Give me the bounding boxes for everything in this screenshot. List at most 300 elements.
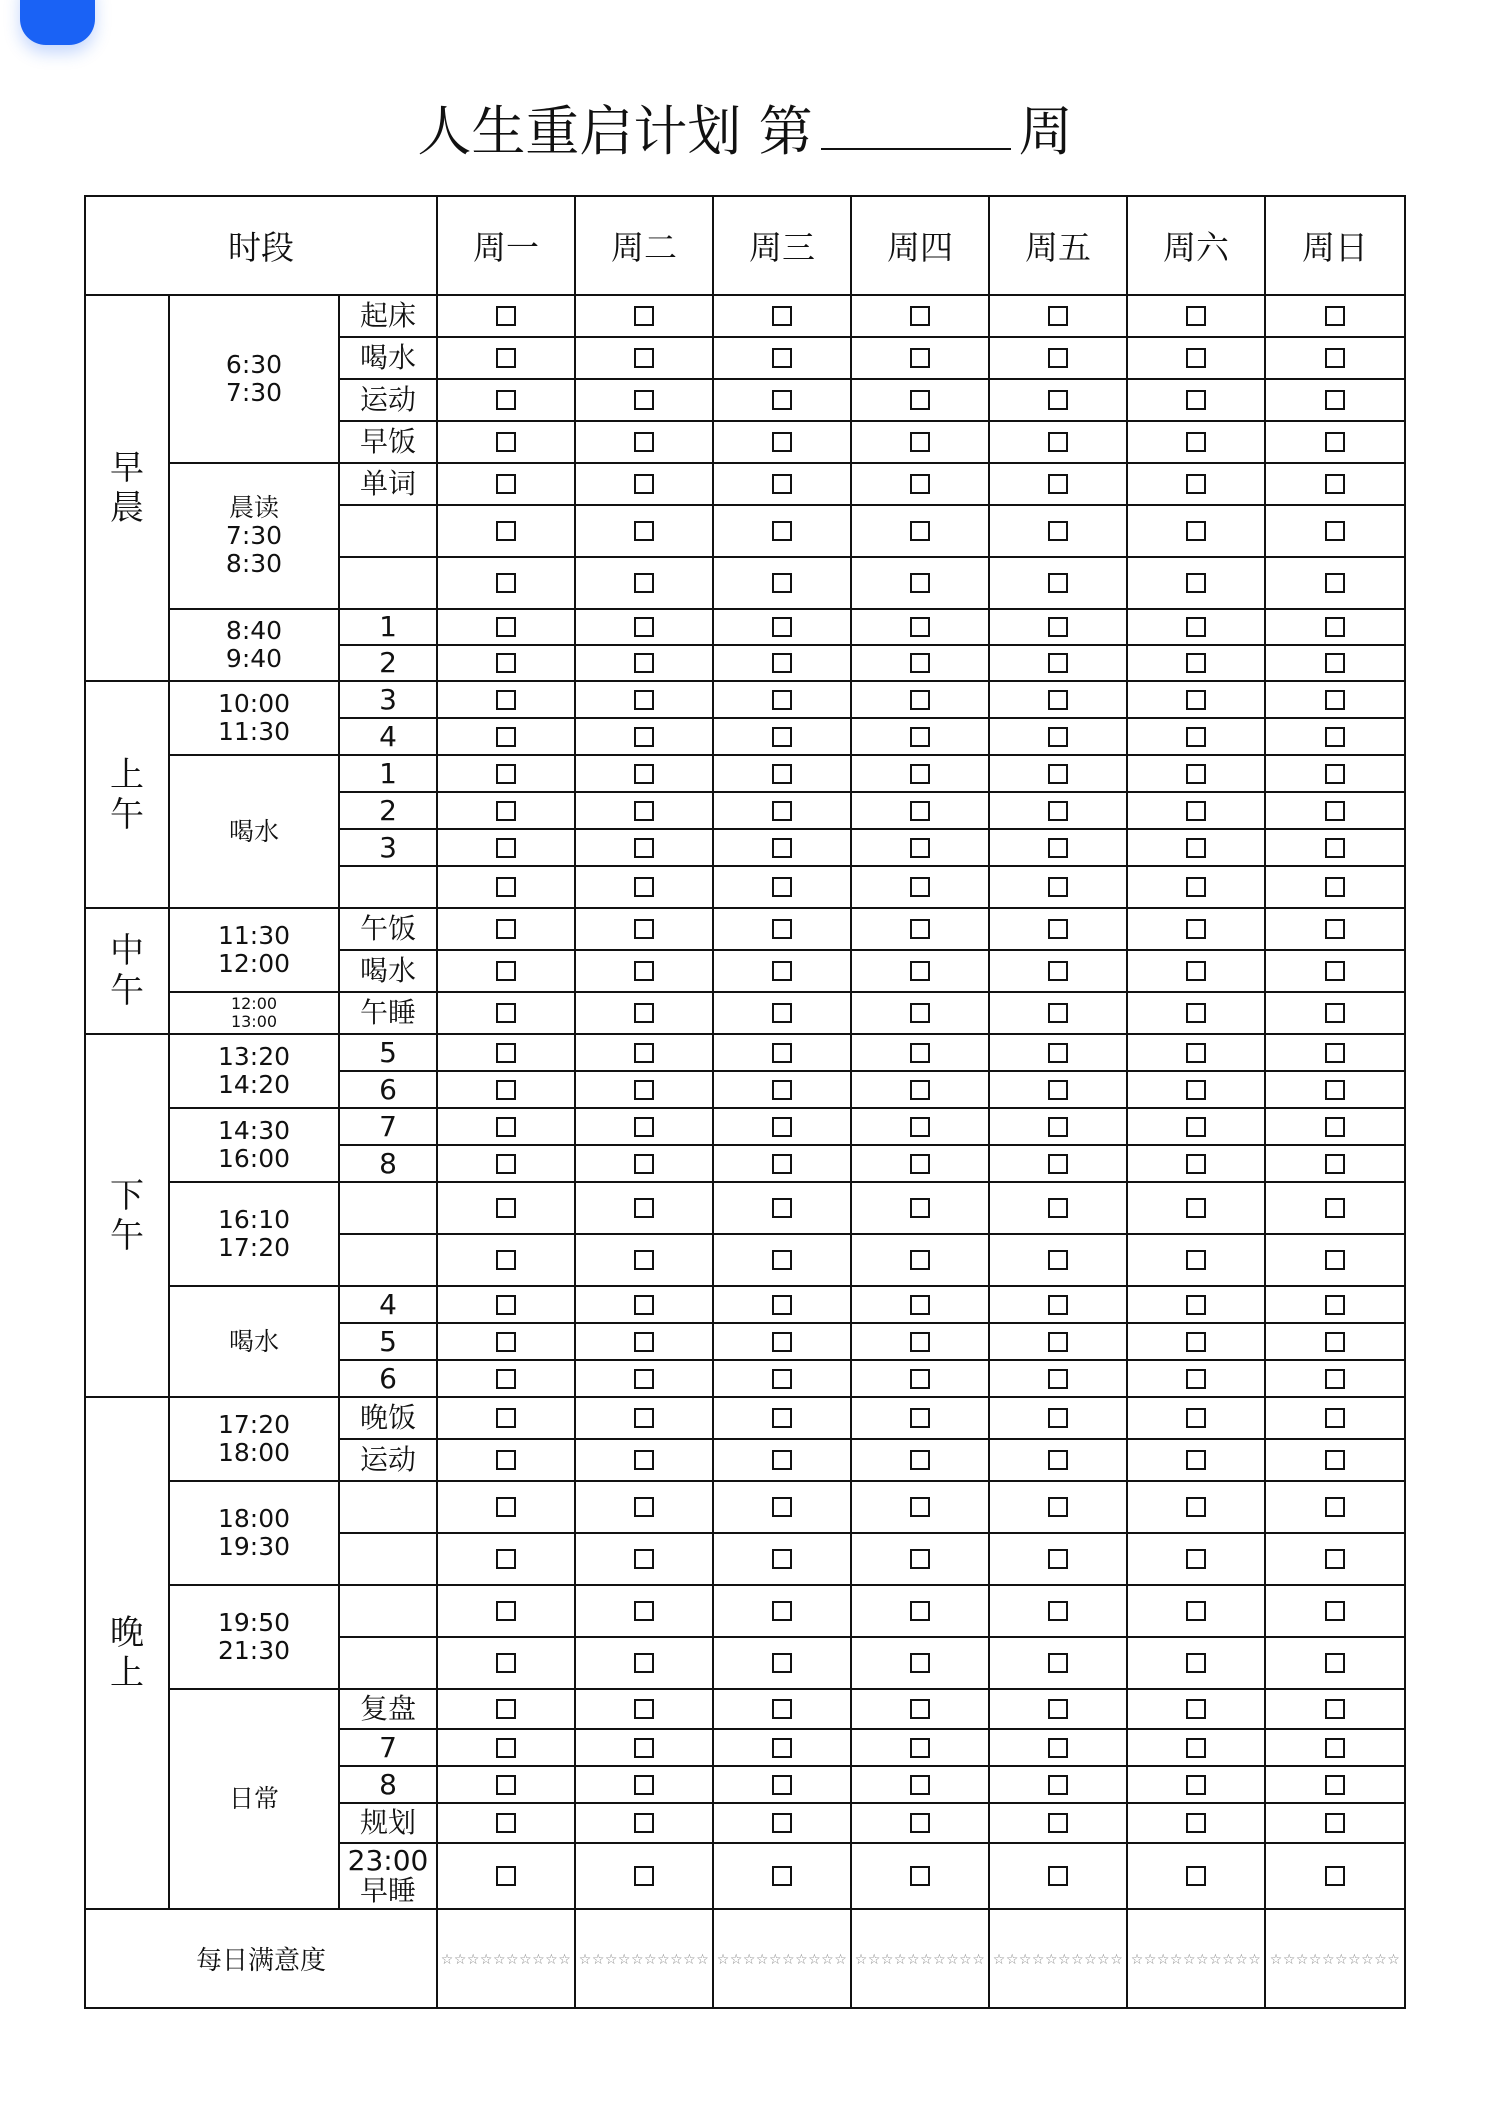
rating-stars[interactable] bbox=[1127, 1909, 1265, 2008]
checkbox[interactable] bbox=[1186, 919, 1206, 939]
checkbox[interactable] bbox=[1048, 573, 1068, 593]
checkbox[interactable] bbox=[772, 1117, 792, 1137]
checkbox[interactable] bbox=[1186, 348, 1206, 368]
checkbox[interactable] bbox=[496, 1198, 516, 1218]
checkbox[interactable] bbox=[910, 521, 930, 541]
day-check-cell bbox=[575, 681, 713, 718]
checkbox[interactable] bbox=[910, 1497, 930, 1517]
checkbox[interactable] bbox=[634, 1653, 654, 1673]
checkbox[interactable] bbox=[634, 1450, 654, 1470]
checkbox[interactable] bbox=[772, 877, 792, 897]
checkbox[interactable] bbox=[1186, 1332, 1206, 1352]
checkbox[interactable] bbox=[910, 432, 930, 452]
checkbox[interactable] bbox=[772, 1813, 792, 1833]
checkbox[interactable] bbox=[910, 690, 930, 710]
day-check-cell bbox=[851, 1803, 989, 1843]
checkbox[interactable] bbox=[496, 838, 516, 858]
checkbox[interactable] bbox=[910, 727, 930, 747]
day-check-cell bbox=[713, 718, 851, 755]
checkbox[interactable] bbox=[1186, 1080, 1206, 1100]
checkbox[interactable] bbox=[772, 1043, 792, 1063]
checkbox[interactable] bbox=[496, 1497, 516, 1517]
checkbox[interactable] bbox=[496, 1043, 516, 1063]
checkbox[interactable] bbox=[1186, 690, 1206, 710]
checkbox[interactable] bbox=[1325, 727, 1345, 747]
checkbox[interactable] bbox=[772, 1003, 792, 1023]
checkbox[interactable] bbox=[910, 1154, 930, 1174]
checkbox[interactable] bbox=[910, 1601, 930, 1621]
checkbox[interactable] bbox=[634, 1154, 654, 1174]
checkbox[interactable] bbox=[496, 1003, 516, 1023]
checkbox[interactable] bbox=[496, 801, 516, 821]
checkbox[interactable] bbox=[910, 1813, 930, 1833]
checkbox[interactable] bbox=[634, 306, 654, 326]
checkbox[interactable] bbox=[1048, 1198, 1068, 1218]
checkbox[interactable] bbox=[1048, 1738, 1068, 1758]
checkbox[interactable] bbox=[634, 1549, 654, 1569]
schedule-row bbox=[85, 755, 1405, 792]
checkbox[interactable] bbox=[634, 1369, 654, 1389]
checkbox[interactable] bbox=[910, 1117, 930, 1137]
checkbox[interactable] bbox=[1325, 521, 1345, 541]
checkbox[interactable] bbox=[634, 1866, 654, 1886]
checkbox[interactable] bbox=[496, 306, 516, 326]
checkbox[interactable] bbox=[496, 1154, 516, 1174]
checkbox[interactable] bbox=[496, 919, 516, 939]
checkbox[interactable] bbox=[1186, 838, 1206, 858]
checkbox[interactable] bbox=[496, 690, 516, 710]
checkbox[interactable] bbox=[910, 1866, 930, 1886]
checkbox[interactable] bbox=[1325, 1866, 1345, 1886]
checkbox[interactable] bbox=[1325, 1295, 1345, 1315]
checkbox[interactable] bbox=[1048, 919, 1068, 939]
checkbox[interactable] bbox=[910, 1699, 930, 1719]
checkbox[interactable] bbox=[1186, 1117, 1206, 1137]
checkbox[interactable] bbox=[772, 1601, 792, 1621]
day-check-cell bbox=[1265, 1286, 1405, 1323]
day-check-cell bbox=[989, 1286, 1127, 1323]
rating-stars[interactable] bbox=[1265, 1909, 1405, 2008]
checkbox[interactable] bbox=[496, 1250, 516, 1270]
checkbox[interactable] bbox=[496, 573, 516, 593]
rating-stars[interactable] bbox=[989, 1909, 1127, 2008]
checkbox[interactable] bbox=[1325, 1653, 1345, 1673]
checkbox[interactable] bbox=[772, 573, 792, 593]
checkbox[interactable] bbox=[1186, 653, 1206, 673]
checkbox[interactable] bbox=[1048, 474, 1068, 494]
checkbox[interactable] bbox=[1048, 727, 1068, 747]
checkbox[interactable] bbox=[1186, 1450, 1206, 1470]
checkbox[interactable] bbox=[1325, 1080, 1345, 1100]
checkbox[interactable] bbox=[1325, 653, 1345, 673]
checkbox[interactable] bbox=[772, 1250, 792, 1270]
checkbox[interactable] bbox=[772, 727, 792, 747]
rating-stars-text: ☆☆☆☆☆☆☆☆☆☆ bbox=[854, 1952, 986, 1968]
checkbox[interactable] bbox=[1325, 1775, 1345, 1795]
checkbox[interactable] bbox=[1325, 961, 1345, 981]
day-check-cell bbox=[575, 295, 713, 337]
checkbox[interactable] bbox=[1048, 764, 1068, 784]
checkbox[interactable] bbox=[910, 1250, 930, 1270]
checkbox[interactable] bbox=[634, 801, 654, 821]
checkbox[interactable] bbox=[772, 390, 792, 410]
checkbox[interactable] bbox=[772, 919, 792, 939]
checkbox[interactable] bbox=[1325, 348, 1345, 368]
checkbox[interactable] bbox=[1186, 1549, 1206, 1569]
checkbox[interactable] bbox=[634, 617, 654, 637]
checkbox[interactable] bbox=[634, 1408, 654, 1428]
checkbox[interactable] bbox=[634, 1497, 654, 1517]
checkbox[interactable] bbox=[772, 801, 792, 821]
checkbox[interactable] bbox=[910, 1738, 930, 1758]
checkbox[interactable] bbox=[1048, 1117, 1068, 1137]
checkbox[interactable] bbox=[772, 1295, 792, 1315]
day-check-cell bbox=[989, 1637, 1127, 1689]
checkbox[interactable] bbox=[1325, 1549, 1345, 1569]
checkbox[interactable] bbox=[1048, 1295, 1068, 1315]
checkbox[interactable] bbox=[1048, 1866, 1068, 1886]
checkbox[interactable] bbox=[1048, 1003, 1068, 1023]
checkbox[interactable] bbox=[1186, 801, 1206, 821]
day-check-cell bbox=[713, 950, 851, 992]
checkbox[interactable] bbox=[496, 1080, 516, 1100]
checkbox[interactable] bbox=[910, 1332, 930, 1352]
checkbox[interactable] bbox=[1048, 653, 1068, 673]
checkbox[interactable] bbox=[1048, 838, 1068, 858]
checkbox[interactable] bbox=[496, 1601, 516, 1621]
checkbox[interactable] bbox=[634, 653, 654, 673]
checkbox[interactable] bbox=[1186, 390, 1206, 410]
checkbox[interactable] bbox=[772, 306, 792, 326]
checkbox[interactable] bbox=[910, 573, 930, 593]
day-check-cell bbox=[1265, 908, 1405, 950]
checkbox[interactable] bbox=[772, 432, 792, 452]
checkbox[interactable] bbox=[1186, 1198, 1206, 1218]
checkbox[interactable] bbox=[772, 1497, 792, 1517]
checkbox[interactable] bbox=[1048, 1699, 1068, 1719]
checkbox[interactable] bbox=[1186, 1813, 1206, 1833]
checkbox[interactable] bbox=[1325, 474, 1345, 494]
checkbox[interactable] bbox=[634, 1117, 654, 1137]
checkbox[interactable] bbox=[634, 1250, 654, 1270]
checkbox[interactable] bbox=[496, 1295, 516, 1315]
checkbox[interactable] bbox=[1186, 432, 1206, 452]
checkbox[interactable] bbox=[496, 1369, 516, 1389]
checkbox[interactable] bbox=[634, 1080, 654, 1100]
checkbox[interactable] bbox=[1186, 1003, 1206, 1023]
day-check-cell bbox=[1127, 1585, 1265, 1637]
checkbox[interactable] bbox=[910, 1198, 930, 1218]
checkbox[interactable] bbox=[496, 432, 516, 452]
checkbox[interactable] bbox=[1048, 617, 1068, 637]
checkbox[interactable] bbox=[772, 838, 792, 858]
checkbox[interactable] bbox=[1325, 617, 1345, 637]
checkbox[interactable] bbox=[1186, 617, 1206, 637]
checkbox[interactable] bbox=[772, 1154, 792, 1174]
day-check-cell bbox=[1265, 1360, 1405, 1397]
day-check-cell bbox=[989, 1182, 1127, 1234]
checkbox[interactable] bbox=[496, 961, 516, 981]
checkbox[interactable] bbox=[496, 653, 516, 673]
checkbox[interactable] bbox=[1186, 1497, 1206, 1517]
checkbox[interactable] bbox=[634, 521, 654, 541]
checkbox[interactable] bbox=[1186, 573, 1206, 593]
checkbox[interactable] bbox=[1048, 348, 1068, 368]
checkbox[interactable] bbox=[910, 877, 930, 897]
checkbox[interactable] bbox=[1325, 390, 1345, 410]
checkbox[interactable] bbox=[1048, 1043, 1068, 1063]
checkbox[interactable] bbox=[772, 764, 792, 784]
checkbox[interactable] bbox=[910, 653, 930, 673]
checkbox[interactable] bbox=[1186, 1408, 1206, 1428]
checkbox[interactable] bbox=[1325, 1738, 1345, 1758]
checkbox[interactable] bbox=[1048, 1775, 1068, 1795]
checkbox[interactable] bbox=[634, 1295, 654, 1315]
rating-stars[interactable] bbox=[575, 1909, 713, 2008]
checkbox[interactable] bbox=[1048, 690, 1068, 710]
checkbox[interactable] bbox=[1186, 1601, 1206, 1621]
checkbox[interactable] bbox=[772, 1775, 792, 1795]
checkbox[interactable] bbox=[772, 1369, 792, 1389]
checkbox[interactable] bbox=[496, 1117, 516, 1137]
checkbox[interactable] bbox=[496, 1450, 516, 1470]
checkbox[interactable] bbox=[634, 1738, 654, 1758]
checkbox[interactable] bbox=[910, 919, 930, 939]
checkbox[interactable] bbox=[634, 390, 654, 410]
checkbox[interactable] bbox=[496, 390, 516, 410]
checkbox[interactable] bbox=[1048, 1601, 1068, 1621]
checkbox[interactable] bbox=[1048, 1080, 1068, 1100]
checkbox[interactable] bbox=[1048, 961, 1068, 981]
checkbox[interactable] bbox=[634, 348, 654, 368]
checkbox[interactable] bbox=[910, 838, 930, 858]
checkbox[interactable] bbox=[1186, 1738, 1206, 1758]
checkbox[interactable] bbox=[1325, 1198, 1345, 1218]
checkbox[interactable] bbox=[634, 1775, 654, 1795]
checkbox[interactable] bbox=[1048, 877, 1068, 897]
checkbox[interactable] bbox=[1325, 573, 1345, 593]
day-check-cell bbox=[851, 463, 989, 505]
checkbox[interactable] bbox=[1186, 1699, 1206, 1719]
checkbox[interactable] bbox=[910, 617, 930, 637]
checkbox[interactable] bbox=[496, 1653, 516, 1673]
checkbox[interactable] bbox=[496, 521, 516, 541]
checkbox[interactable] bbox=[772, 1699, 792, 1719]
day-header: 周三 bbox=[713, 196, 851, 295]
checkbox[interactable] bbox=[634, 838, 654, 858]
checkbox[interactable] bbox=[772, 617, 792, 637]
checkbox[interactable] bbox=[772, 348, 792, 368]
checkbox[interactable] bbox=[1186, 1866, 1206, 1886]
checkbox[interactable] bbox=[772, 1866, 792, 1886]
checkbox[interactable] bbox=[1186, 1250, 1206, 1270]
checkbox[interactable] bbox=[634, 1601, 654, 1621]
checkbox[interactable] bbox=[1325, 1117, 1345, 1137]
checkbox[interactable] bbox=[1186, 521, 1206, 541]
checkbox[interactable] bbox=[496, 617, 516, 637]
checkbox[interactable] bbox=[1048, 1653, 1068, 1673]
checkbox[interactable] bbox=[1325, 1408, 1345, 1428]
checkbox[interactable] bbox=[772, 1198, 792, 1218]
checkbox[interactable] bbox=[910, 1653, 930, 1673]
checkbox[interactable] bbox=[496, 1738, 516, 1758]
checkbox[interactable] bbox=[634, 1198, 654, 1218]
checkbox[interactable] bbox=[1325, 1813, 1345, 1833]
checkbox[interactable] bbox=[496, 1775, 516, 1795]
checkbox[interactable] bbox=[1325, 877, 1345, 897]
day-check-cell bbox=[851, 1843, 989, 1909]
day-check-cell bbox=[851, 1766, 989, 1803]
checkbox[interactable] bbox=[496, 764, 516, 784]
checkbox[interactable] bbox=[496, 1332, 516, 1352]
checkbox[interactable] bbox=[910, 1369, 930, 1389]
checkbox[interactable] bbox=[1048, 1549, 1068, 1569]
checkbox[interactable] bbox=[772, 1332, 792, 1352]
checkbox[interactable] bbox=[1325, 838, 1345, 858]
rating-stars[interactable] bbox=[437, 1909, 575, 2008]
day-check-cell bbox=[851, 755, 989, 792]
checkbox[interactable] bbox=[1325, 1601, 1345, 1621]
checkbox[interactable] bbox=[634, 573, 654, 593]
checkbox[interactable] bbox=[634, 1332, 654, 1352]
checkbox[interactable] bbox=[496, 727, 516, 747]
checkbox[interactable] bbox=[1325, 690, 1345, 710]
checkbox[interactable] bbox=[1048, 801, 1068, 821]
checkbox[interactable] bbox=[772, 521, 792, 541]
checkbox[interactable] bbox=[1048, 1408, 1068, 1428]
day-check-cell bbox=[437, 1071, 575, 1108]
checkbox[interactable] bbox=[772, 653, 792, 673]
checkbox[interactable] bbox=[910, 1408, 930, 1428]
checkbox[interactable] bbox=[772, 1450, 792, 1470]
checkbox[interactable] bbox=[634, 1813, 654, 1833]
day-check-cell bbox=[989, 1234, 1127, 1286]
checkbox[interactable] bbox=[772, 1738, 792, 1758]
day-check-cell bbox=[575, 1108, 713, 1145]
checkbox[interactable] bbox=[1325, 1154, 1345, 1174]
checkbox[interactable] bbox=[496, 877, 516, 897]
checkbox[interactable] bbox=[496, 1813, 516, 1833]
checkbox[interactable] bbox=[1186, 1295, 1206, 1315]
checkbox[interactable] bbox=[1325, 919, 1345, 939]
checkbox[interactable] bbox=[910, 390, 930, 410]
checkbox[interactable] bbox=[1325, 1369, 1345, 1389]
day-check-cell bbox=[713, 1145, 851, 1182]
checkbox[interactable] bbox=[772, 1653, 792, 1673]
checkbox[interactable] bbox=[772, 474, 792, 494]
checkbox[interactable] bbox=[910, 1080, 930, 1100]
checkbox[interactable] bbox=[1048, 1332, 1068, 1352]
rating-stars[interactable] bbox=[713, 1909, 851, 2008]
rating-stars[interactable] bbox=[851, 1909, 989, 2008]
day-check-cell bbox=[851, 1481, 989, 1533]
checkbox[interactable] bbox=[772, 1408, 792, 1428]
checkbox[interactable] bbox=[1048, 1813, 1068, 1833]
checkbox[interactable] bbox=[1186, 1653, 1206, 1673]
checkbox[interactable] bbox=[496, 1549, 516, 1569]
checkbox[interactable] bbox=[910, 1295, 930, 1315]
checkbox[interactable] bbox=[496, 1699, 516, 1719]
checkbox[interactable] bbox=[1186, 1369, 1206, 1389]
checkbox[interactable] bbox=[1325, 1699, 1345, 1719]
checkbox[interactable] bbox=[1325, 306, 1345, 326]
checkbox[interactable] bbox=[634, 474, 654, 494]
checkbox[interactable] bbox=[1186, 1775, 1206, 1795]
checkbox[interactable] bbox=[1325, 1450, 1345, 1470]
checkbox[interactable] bbox=[772, 1080, 792, 1100]
week-number-blank[interactable] bbox=[821, 96, 1011, 150]
checkbox[interactable] bbox=[634, 961, 654, 981]
checkbox[interactable] bbox=[1186, 727, 1206, 747]
checkbox[interactable] bbox=[634, 727, 654, 747]
checkbox[interactable] bbox=[634, 432, 654, 452]
checkbox[interactable] bbox=[634, 1043, 654, 1063]
checkbox[interactable] bbox=[910, 961, 930, 981]
checkbox[interactable] bbox=[910, 306, 930, 326]
checkbox[interactable] bbox=[1048, 306, 1068, 326]
checkbox[interactable] bbox=[772, 690, 792, 710]
checkbox[interactable] bbox=[1186, 306, 1206, 326]
checkbox[interactable] bbox=[1048, 432, 1068, 452]
checkbox[interactable] bbox=[910, 1549, 930, 1569]
checkbox[interactable] bbox=[1325, 1497, 1345, 1517]
checkbox[interactable] bbox=[1186, 764, 1206, 784]
checkbox[interactable] bbox=[910, 1043, 930, 1063]
checkbox[interactable] bbox=[1325, 1043, 1345, 1063]
checkbox[interactable] bbox=[634, 877, 654, 897]
checkbox[interactable] bbox=[496, 1408, 516, 1428]
checkbox[interactable] bbox=[496, 474, 516, 494]
checkbox[interactable] bbox=[910, 1450, 930, 1470]
checkbox[interactable] bbox=[1186, 1154, 1206, 1174]
checkbox[interactable] bbox=[1048, 390, 1068, 410]
checkbox[interactable] bbox=[910, 764, 930, 784]
checkbox[interactable] bbox=[634, 764, 654, 784]
checkbox[interactable] bbox=[1048, 521, 1068, 541]
checkbox[interactable] bbox=[496, 1866, 516, 1886]
checkbox[interactable] bbox=[1325, 764, 1345, 784]
checkbox[interactable] bbox=[772, 961, 792, 981]
checkbox[interactable] bbox=[910, 474, 930, 494]
checkbox[interactable] bbox=[1048, 1250, 1068, 1270]
checkbox[interactable] bbox=[634, 1699, 654, 1719]
checkbox[interactable] bbox=[1048, 1497, 1068, 1517]
checkbox[interactable] bbox=[634, 1003, 654, 1023]
checkbox[interactable] bbox=[1325, 1003, 1345, 1023]
checkbox[interactable] bbox=[910, 348, 930, 368]
activity-label: 晚饭 bbox=[339, 1397, 437, 1439]
checkbox[interactable] bbox=[634, 919, 654, 939]
checkbox[interactable] bbox=[1186, 961, 1206, 981]
checkbox[interactable] bbox=[496, 348, 516, 368]
checkbox[interactable] bbox=[1048, 1450, 1068, 1470]
checkbox[interactable] bbox=[910, 1775, 930, 1795]
checkbox[interactable] bbox=[1048, 1369, 1068, 1389]
checkbox[interactable] bbox=[910, 1003, 930, 1023]
checkbox[interactable] bbox=[910, 801, 930, 821]
checkbox[interactable] bbox=[1325, 432, 1345, 452]
day-check-cell bbox=[575, 1323, 713, 1360]
checkbox[interactable] bbox=[1186, 474, 1206, 494]
checkbox[interactable] bbox=[1325, 1332, 1345, 1352]
checkbox[interactable] bbox=[772, 1549, 792, 1569]
checkbox[interactable] bbox=[1325, 801, 1345, 821]
checkbox[interactable] bbox=[1048, 1154, 1068, 1174]
checkbox[interactable] bbox=[634, 690, 654, 710]
checkbox[interactable] bbox=[1186, 877, 1206, 897]
checkbox[interactable] bbox=[1186, 1043, 1206, 1063]
checkbox[interactable] bbox=[1325, 1250, 1345, 1270]
